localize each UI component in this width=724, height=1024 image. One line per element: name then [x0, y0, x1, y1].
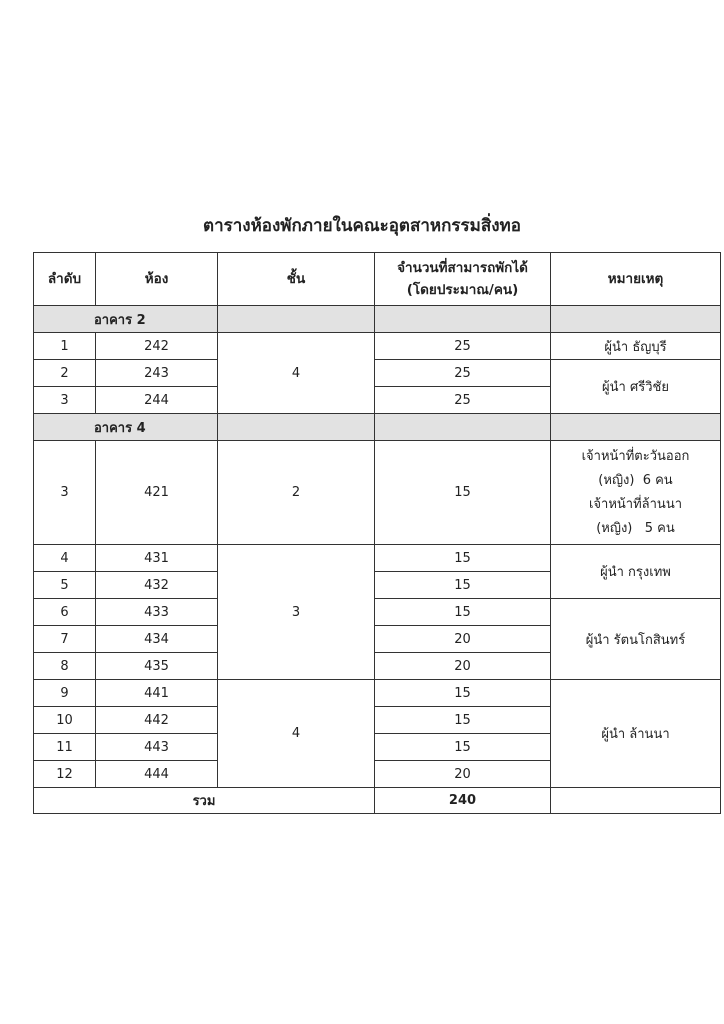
section-cell: [375, 414, 551, 441]
cell-remark: [551, 441, 721, 545]
section-cell: [551, 414, 721, 441]
table-row: [34, 599, 721, 626]
section-row-building2: [34, 306, 721, 333]
cell-capacity: 15: [375, 545, 551, 572]
table-row: [34, 360, 721, 387]
table-row: [34, 333, 721, 360]
cell-room: 243: [96, 360, 218, 387]
cell-capacity: 15: [375, 572, 551, 599]
header-capacity-line1: จำนวนที่สามารถพักได้: [397, 260, 528, 276]
total-value: 240: [375, 788, 551, 814]
header-remark: หมายเหตุ: [551, 253, 721, 306]
cell-capacity: 25: [375, 360, 551, 387]
cell-capacity: 20: [375, 626, 551, 653]
table-row: [34, 680, 721, 707]
cell-capacity: 20: [375, 653, 551, 680]
table-row: [34, 441, 721, 545]
cell-room: 432: [96, 572, 218, 599]
cell-room: 244: [96, 387, 218, 414]
cell-no: 4: [34, 545, 96, 572]
cell-no: 6: [34, 599, 96, 626]
header-capacity-line2: (โดยประมาณ/คน): [406, 282, 519, 298]
cell-no: 2: [34, 360, 96, 387]
cell-capacity: 15: [375, 707, 551, 734]
cell-capacity: 15: [375, 734, 551, 761]
cell-no: 11: [34, 734, 96, 761]
cell-capacity: 15: [375, 599, 551, 626]
cell-room: 434: [96, 626, 218, 653]
cell-room: 435: [96, 653, 218, 680]
header-floor: ชั้น: [218, 253, 375, 306]
document-title: ตารางห้องพักภายในคณะอุตสาหกรรมสิ่งทอ: [203, 216, 521, 236]
cell-no: 3: [34, 441, 96, 545]
cell-capacity: 25: [375, 333, 551, 360]
total-remark-cell: [551, 788, 721, 814]
cell-capacity: 20: [375, 761, 551, 788]
cell-floor: 3: [218, 545, 375, 680]
cell-room: 433: [96, 599, 218, 626]
remark-line: เจ้าหน้าที่ตะวันออก: [581, 448, 690, 464]
cell-room: 431: [96, 545, 218, 572]
total-label: รวม: [34, 788, 375, 814]
section-label-building2: อาคาร 2: [34, 306, 218, 333]
remark-line: เจ้าหน้าที่ล้านนา: [588, 496, 683, 512]
cell-room: 444: [96, 761, 218, 788]
cell-room: 442: [96, 707, 218, 734]
cell-room: 441: [96, 680, 218, 707]
total-row: [34, 788, 721, 814]
cell-remark: ผู้นำ ธัญบุรี: [551, 333, 721, 360]
cell-floor: 2: [218, 441, 375, 545]
room-table: [33, 252, 721, 814]
cell-remark: ผู้นำ รัตนโกสินทร์: [551, 599, 721, 680]
remark-line: (หญิง) 5 คน: [596, 520, 675, 536]
cell-no: 10: [34, 707, 96, 734]
cell-capacity: 25: [375, 387, 551, 414]
table-row: [34, 545, 721, 572]
cell-floor: 4: [218, 333, 375, 414]
cell-no: 12: [34, 761, 96, 788]
cell-capacity: 15: [375, 680, 551, 707]
header-room: ห้อง: [96, 253, 218, 306]
cell-room: 421: [96, 441, 218, 545]
cell-remark: ผู้นำ ศรีวิชัย: [551, 360, 721, 414]
section-cell: [218, 414, 375, 441]
cell-room: 242: [96, 333, 218, 360]
header-no: ลำดับ: [34, 253, 96, 306]
cell-no: 5: [34, 572, 96, 599]
header-capacity: [375, 253, 551, 306]
cell-no: 1: [34, 333, 96, 360]
section-cell: [551, 306, 721, 333]
cell-no: 8: [34, 653, 96, 680]
section-cell: [375, 306, 551, 333]
cell-capacity: 15: [375, 441, 551, 545]
section-cell: [218, 306, 375, 333]
cell-room: 443: [96, 734, 218, 761]
cell-remark: ผู้นำ ล้านนา: [551, 680, 721, 788]
section-label-building4: อาคาร 4: [34, 414, 218, 441]
cell-no: 7: [34, 626, 96, 653]
cell-remark: ผู้นำ กรุงเทพ: [551, 545, 721, 599]
cell-no: 3: [34, 387, 96, 414]
table-header-row: [34, 253, 721, 306]
cell-floor: 4: [218, 680, 375, 788]
cell-no: 9: [34, 680, 96, 707]
section-row-building4: [34, 414, 721, 441]
remark-line: (หญิง) 6 คน: [598, 472, 673, 488]
